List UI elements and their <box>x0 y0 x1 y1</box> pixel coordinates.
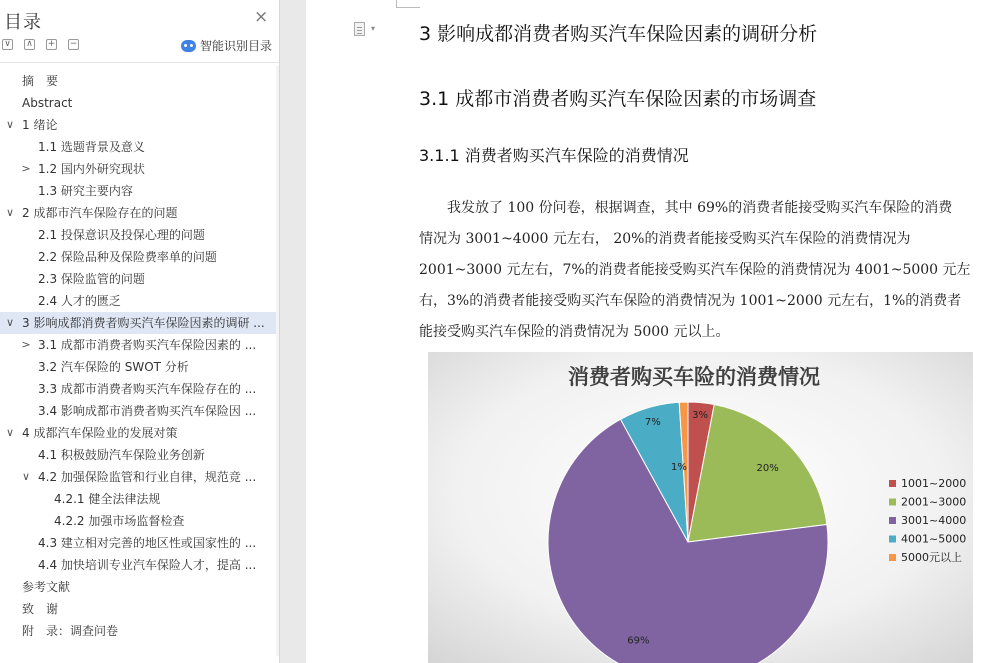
toc-item-label: 摘 要 <box>22 74 59 88</box>
toc-item-label: 3.3 成都市消费者购买汽车保险存在的 ... <box>38 382 257 396</box>
toc-item-label: 2.4 人才的匮乏 <box>38 294 121 308</box>
close-icon[interactable]: × <box>254 7 269 27</box>
toc-item[interactable] <box>0 136 276 158</box>
chevron-down-icon[interactable]: ∨ <box>5 206 15 219</box>
add-heading-icon[interactable]: + <box>47 39 56 49</box>
pie-data-label: 20% <box>756 463 779 475</box>
toc-header <box>0 0 279 62</box>
remove-heading-icon[interactable]: − <box>69 39 78 49</box>
toc-item-label: 2.1 投保意识及投保心理的问题 <box>38 228 205 242</box>
toc-item[interactable] <box>0 598 276 620</box>
pie-chart-svg <box>428 352 973 663</box>
legend-swatch <box>889 499 896 506</box>
legend-label: 5000元以上 <box>901 551 962 564</box>
toc-item-label: 1.3 研究主要内容 <box>38 184 133 198</box>
toc-item-label: 2 成都市汽车保险存在的问题 <box>22 206 178 220</box>
toc-item[interactable] <box>0 466 276 488</box>
pie-data-label: 69% <box>627 635 650 647</box>
toc-item-label: 2.2 保险品种及保险费率单的问题 <box>38 250 217 264</box>
page-corner-mark <box>396 0 420 8</box>
heading-3: 3.1.1 消费者购买汽车保险的消费情况 <box>419 146 689 165</box>
toc-item[interactable] <box>0 290 276 312</box>
legend-swatch <box>889 517 896 524</box>
paragraph-line: 我发放了 100 份问卷，根据调查，其中 69%的消费者能接受购买汽车保险的消费 <box>419 200 953 216</box>
toc-item-label: 3 影响成都消费者购买汽车保险因素的调研 ... <box>22 316 265 330</box>
toc-item[interactable] <box>0 158 276 180</box>
smart-toc-label: 智能识别目录 <box>200 39 273 53</box>
chevron-down-icon[interactable]: ∨ <box>5 118 15 131</box>
toc-item[interactable] <box>0 92 276 114</box>
toc-item[interactable] <box>0 312 276 334</box>
toc-item-label: 4.2.1 健全法律法规 <box>54 492 161 506</box>
toc-item[interactable] <box>0 554 276 576</box>
toc-item[interactable] <box>0 532 276 554</box>
toc-item[interactable] <box>0 224 276 246</box>
toc-item-label: 4.3 建立相对完善的地区性或国家性的 ... <box>38 536 257 550</box>
toc-item[interactable] <box>0 444 276 466</box>
toc-item[interactable] <box>0 422 276 444</box>
chevron-down-icon[interactable]: ∨ <box>5 426 15 439</box>
toc-item-label: 附 录：调查问卷 <box>22 624 119 638</box>
legend-swatch <box>889 480 896 487</box>
toc-item-label: 3.1 成都市消费者购买汽车保险因素的 ... <box>38 338 257 352</box>
expand-up-icon[interactable]: ∧ <box>24 39 35 50</box>
legend-label: 2001~3000 <box>901 495 967 509</box>
toc-scrollbar[interactable] <box>276 66 279 656</box>
toc-title: 目录 <box>4 12 42 33</box>
toc-item-label: 4.2.2 加强市场监督检查 <box>54 514 185 528</box>
legend-label: 4001~5000 <box>901 532 967 546</box>
toc-item[interactable] <box>0 202 276 224</box>
paragraph-line: 情况为 3001~4000 元左右， 20%的消费者能接受购买汽车保险的消费情况为 <box>419 231 911 247</box>
toc-item[interactable] <box>0 70 276 92</box>
toc-item[interactable] <box>0 246 276 268</box>
toc-item-label: 1.1 选题背景及意义 <box>38 140 145 154</box>
toc-item[interactable] <box>0 576 276 598</box>
legend-label: 1001~2000 <box>901 477 967 490</box>
toc-divider <box>0 62 279 63</box>
toc-item[interactable] <box>0 488 276 510</box>
toc-item[interactable] <box>0 400 276 422</box>
toc-item[interactable] <box>0 378 276 400</box>
toc-pane <box>0 0 280 663</box>
pie-data-label: 1% <box>670 462 687 474</box>
toc-item-label: 1.2 国内外研究现状 <box>38 162 145 176</box>
toc-item-label: 4.2 加强保险监管和行业自律，规范竞 ... <box>38 470 257 484</box>
toc-item[interactable] <box>0 510 276 532</box>
toc-list <box>0 70 276 642</box>
chevron-right-icon[interactable]: > <box>21 338 31 351</box>
toc-item[interactable] <box>0 334 276 356</box>
chevron-down-icon[interactable]: ▾ <box>371 24 376 33</box>
smart-robot-icon <box>181 40 196 52</box>
toc-item[interactable] <box>0 268 276 290</box>
pie-data-label: 7% <box>644 417 661 429</box>
smart-toc-button[interactable] <box>181 37 272 54</box>
toc-item-label: Abstract <box>22 96 73 110</box>
pie-data-label: 3% <box>692 409 709 421</box>
heading-2: 3.1 成都市消费者购买汽车保险因素的市场调查 <box>419 88 817 110</box>
paragraph-line: 2001~3000 元左右，7%的消费者能接受购买汽车保险的消费情况为 4001~5000 元左 <box>419 262 971 278</box>
pie-chart <box>428 352 973 663</box>
paragraph-line: 能接受购买汽车保险的消费情况为 5000 元以上。 <box>419 324 730 340</box>
document-icon[interactable] <box>354 22 365 36</box>
document-page <box>306 0 991 663</box>
heading-1: 3 影响成都消费者购买汽车保险因素的调研分析 <box>419 23 818 45</box>
toc-item[interactable] <box>0 620 276 642</box>
toc-item-label: 3.4 影响成都市消费者购买汽车保险因 ... <box>38 404 257 418</box>
paragraph-line: 右，3%的消费者能接受购买汽车保险的消费情况为 1001~2000 元左右，1%的消费者 <box>419 293 962 309</box>
legend-swatch <box>889 536 896 543</box>
chevron-right-icon[interactable]: > <box>21 162 31 175</box>
collapse-all-icon[interactable]: ∨ <box>2 39 13 50</box>
toc-item-label: 2.3 保险监管的问题 <box>38 272 145 286</box>
page-gutter <box>280 0 306 663</box>
legend-swatch <box>889 554 896 561</box>
toc-item-label: 4.1 积极鼓励汽车保险业务创新 <box>38 448 205 462</box>
legend-label: 3001~4000 <box>901 514 967 527</box>
toc-item[interactable] <box>0 356 276 378</box>
toc-item-label: 4.4 加快培训专业汽车保险人才，提高 ... <box>38 558 257 572</box>
chevron-down-icon[interactable]: ∨ <box>21 470 31 483</box>
toc-item[interactable] <box>0 180 276 202</box>
chart-title: 消费者购买车险的消费情况 <box>568 365 820 389</box>
chevron-down-icon[interactable]: ∨ <box>5 316 15 329</box>
toc-item-label: 致 谢 <box>22 602 59 616</box>
toc-item-label: 参考文献 <box>22 580 71 594</box>
toc-item-label: 3.2 汽车保险的 SWOT 分析 <box>38 360 189 374</box>
toc-item-label: 1 绪论 <box>22 118 58 132</box>
toc-item[interactable] <box>0 114 276 136</box>
toc-item-label: 4 成都汽车保险业的发展对策 <box>22 426 178 440</box>
